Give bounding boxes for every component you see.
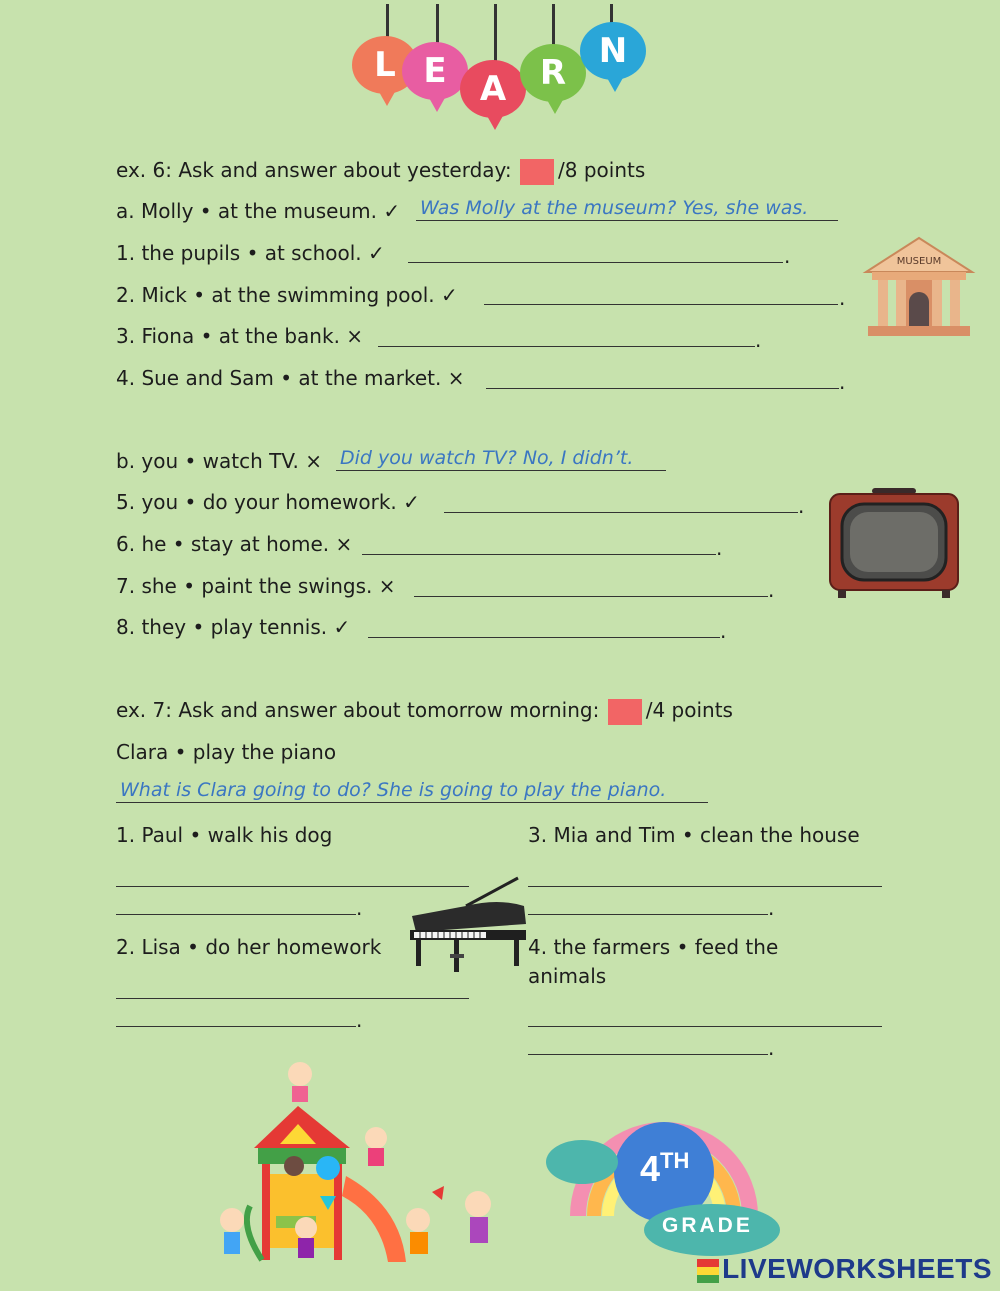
period: .	[768, 1036, 775, 1060]
ex6-points: /8 points	[558, 158, 646, 182]
period: .	[720, 619, 727, 643]
answer-blank-2[interactable]	[484, 304, 838, 305]
example-a-prompt: a. Molly • at the museum. ✓	[116, 199, 401, 223]
example-a-answer: Was Molly at the museum? Yes, she was.	[416, 196, 838, 221]
period: .	[356, 896, 363, 920]
answer-blank-4[interactable]	[486, 388, 839, 389]
letter-bubble-r: R	[520, 44, 586, 102]
period: .	[784, 244, 791, 268]
ex7-points: /4 points	[645, 698, 733, 722]
question-1: 1. the pupils • at school. ✓	[116, 241, 385, 265]
period: .	[768, 896, 775, 920]
string	[552, 4, 555, 48]
period: .	[755, 328, 762, 352]
grade-number	[640, 1148, 689, 1190]
letter-bubble-n: N	[580, 22, 646, 80]
tv-icon	[828, 488, 960, 600]
answer-blank-ex7-3a[interactable]	[528, 886, 882, 887]
answer-blank-1[interactable]	[408, 262, 783, 263]
piano-icon	[406, 876, 530, 976]
ex6-title-text: ex. 6: Ask and answer about yesterday:	[116, 158, 512, 182]
answer-blank-ex7-3b[interactable]	[528, 914, 768, 915]
ex7-example-answer: What is Clara going to do? She is going to play the piano.	[116, 778, 708, 803]
logo-mark-icon	[697, 1259, 719, 1283]
ex7-item-4: 4. the farmers • feed the	[528, 935, 779, 959]
answer-blank-ex7-4b[interactable]	[528, 1054, 768, 1055]
answer-blank-7[interactable]	[414, 596, 768, 597]
period: .	[716, 536, 723, 560]
playground-illustration	[210, 1056, 510, 1270]
answer-blank-ex7-1b[interactable]	[116, 914, 356, 915]
string	[494, 4, 497, 64]
answer-blank-ex7-2a[interactable]	[116, 998, 469, 999]
grade-number-text: 4	[640, 1148, 661, 1189]
answer-blank-5[interactable]	[444, 512, 798, 513]
ex7-example-prompt: Clara • play the piano	[116, 740, 337, 764]
example-b-answer: Did you watch TV? No, I didn’t.	[336, 446, 666, 471]
period: .	[839, 370, 846, 394]
grade-word: GRADE	[662, 1214, 753, 1237]
question-2: 2. Mick • at the swimming pool. ✓	[116, 283, 458, 307]
ex7-item-3: 3. Mia and Tim • clean the house	[528, 823, 860, 847]
museum-label: MUSEUM	[896, 256, 942, 267]
answer-blank-6[interactable]	[362, 554, 716, 555]
period: .	[356, 1008, 363, 1032]
grade-suffix: TH	[660, 1148, 690, 1173]
score-box[interactable]	[608, 699, 642, 725]
question-7: 7. she • paint the swings. ×	[116, 574, 396, 598]
ex7-item-2: 2. Lisa • do her homework	[116, 935, 382, 959]
question-4: 4. Sue and Sam • at the market. ×	[116, 366, 465, 390]
answer-blank-ex7-2b[interactable]	[116, 1026, 356, 1027]
answer-blank-8[interactable]	[368, 637, 720, 638]
ex7-item-1: 1. Paul • walk his dog	[116, 823, 333, 847]
letter-bubble-l: L	[352, 36, 418, 94]
ex7-title-text: ex. 7: Ask and answer about tomorrow morning:	[116, 698, 600, 722]
question-5: 5. you • do your homework. ✓	[116, 490, 420, 514]
question-6: 6. he • stay at home. ×	[116, 532, 353, 556]
period: .	[768, 578, 775, 602]
answer-blank-3[interactable]	[378, 346, 755, 347]
string	[386, 4, 389, 40]
answer-blank-ex7-4a[interactable]	[528, 1026, 882, 1027]
letter-bubble-a: A	[460, 60, 526, 118]
example-b-prompt: b. you • watch TV. ×	[116, 449, 322, 473]
score-box[interactable]	[520, 159, 554, 185]
ex6-title	[116, 157, 645, 185]
period: .	[798, 494, 805, 518]
ex7-item-4-cont: animals	[528, 964, 607, 988]
period: .	[839, 286, 846, 310]
liveworksheets-logo	[697, 1253, 992, 1285]
question-3: 3. Fiona • at the bank. ×	[116, 324, 364, 348]
brand-text: LIVEWORKSHEETS	[722, 1253, 992, 1284]
string	[436, 4, 439, 46]
letter-bubble-e: E	[402, 42, 468, 100]
museum-icon	[862, 236, 976, 340]
ex7-title	[116, 697, 733, 725]
question-8: 8. they • play tennis. ✓	[116, 615, 351, 639]
